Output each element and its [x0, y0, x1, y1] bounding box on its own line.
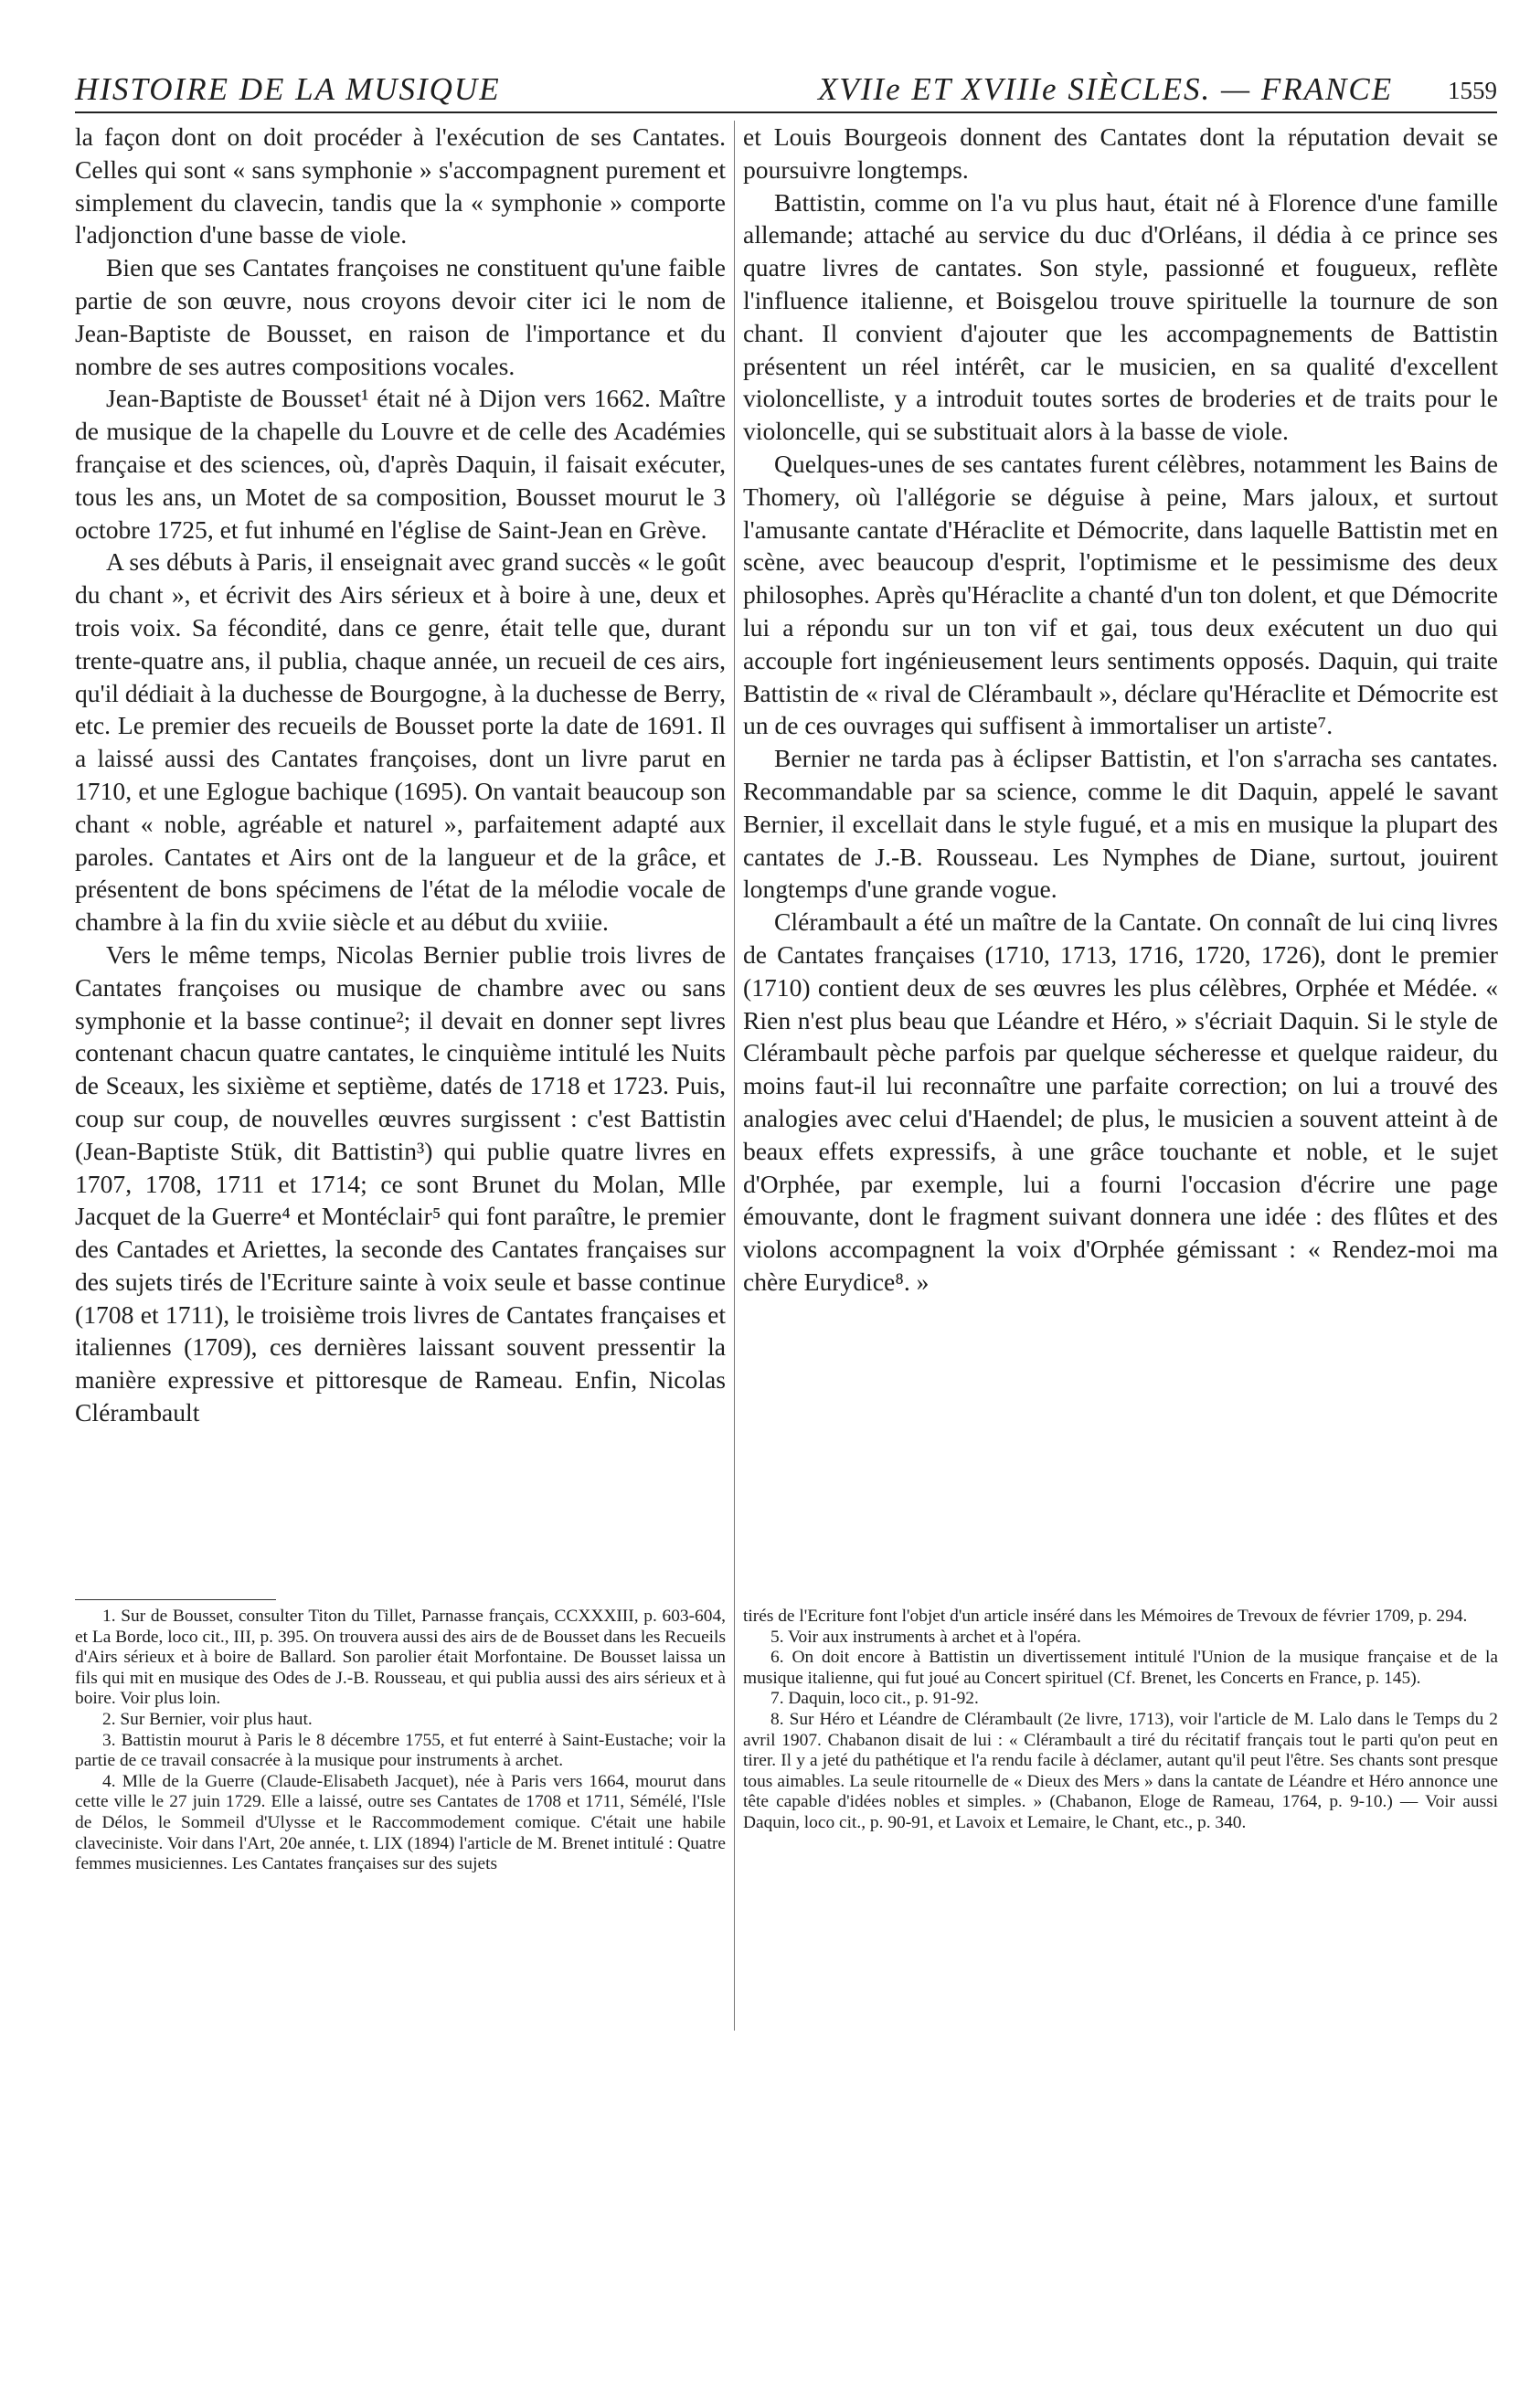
footnote: 5. Voir aux instruments à archet et à l'opéra. [770, 1627, 1081, 1647]
paragraph: Vers le même temps, Nicolas Bernier publie trois livres de Cantates françoises ou musique de chambre avec ou sans symphonie et la basse continue²; il devait en donner sept livres contenant chacun quatre cantates, le cinquième intitulé les Nuits de Sceaux, les sixième et septième, datés de 1718 et 1723. Puis, coup sur coup, de nouvelles œuvres surgissent : c'est Battistin (Jean-Baptiste Stük, dit Battistin³) qui publie quatre livres en 1707, 1708, 1711 et 1714; ce sont Brunet du Molan, Mlle Jacquet de la Guerre⁴ et Montéclair⁵ qui font paraître, le premier des Cantades et Ariettes, la seconde des Cantates françaises sur des sujets tirés de l'Ecriture sainte à voix seule et basse continue (1708 et 1711), le troisième trois livres de Cantates françaises et italiennes (1709), ces dernières laissant souvent pressentir la manière expressive et pittoresque de Rameau. Enfin, Nicolas Clérambault [75, 939, 726, 1427]
paragraph: Bien que ses Cantates françoises ne constituent qu'une faible partie de son œuvre, nous croyons devoir citer ici le nom de Jean-Baptiste de Bousset, en raison de l'importance et du nombre de ses autres compositions vocales. [75, 253, 726, 380]
header-title-left: HISTOIRE DE LA MUSIQUE [75, 71, 501, 107]
footnote-rule [75, 1599, 276, 1600]
paragraph: la façon dont on doit procéder à l'exécution de ses Cantates. Celles qui sont « sans symphonie » s'accompagnent purement et simplement du clavecin, tandis que la « symphonie » comporte l'adjonction d'une basse de viole. [75, 122, 726, 249]
paragraph: et Louis Bourgeois donnent des Cantates dont la réputation devait se poursuivre longtemps. [743, 122, 1498, 184]
running-header [75, 71, 1497, 113]
footnote: 4. Mlle de la Guerre (Claude-Elisabeth Jacquet), née à Paris vers 1664, mourut dans cette ville le 27 juin 1729. Elle a laissé, outre ses Cantates de 1708 et 1711, Sémélé, l'Isle de Délos, le Sommeil d'Ulysse et le Raccommodement comique. C'était une habile claveciniste. Voir dans l'Art, 20e année, t. LIX (1894) l'article de M. Brenet intitulé : Quatre femmes musiciennes. Les Cantates françaises sur des sujets [75, 1771, 726, 1874]
column-separator [734, 121, 735, 2031]
paragraph: Battistin, comme on l'a vu plus haut, était né à Florence d'une famille allemande; attaché au service du duc d'Orléans, il dédia à ce prince ses quatre livres de cantates. Son style, passionné et fougueux, reflète l'influence italienne, et Boisgelou trouve spirituelle la tournure de son chant. Il convient d'ajouter que les accompagnements de Battistin présentent un réel intérêt, car le musicien, en sa qualité d'excellent violoncelliste, y a introduit toutes sortes de broderies et de traits pour le violoncelle, qui se substituait alors à la basse de viole. [743, 187, 1498, 446]
footnote: 2. Sur Bernier, voir plus haut. [102, 1709, 313, 1729]
paragraph: Clérambault a été un maître de la Cantate. On connaît de lui cinq livres de Cantates françaises (1710, 1713, 1716, 1720, 1726), dont le premier (1710) contient deux de ses œuvres les plus célèbres, Orphée et Médée. « Rien n'est plus beau que Léandre et Héro, » s'écriait Daquin. Si le style de Clérambault pèche parfois par quelque sécheresse et quelque raideur, du moins faut-il lui reconnaître une parfaite correction; on lui a trouvé des analogies avec celui d'Haendel; de plus, le musicien a souvent atteint à de beaux effets expressifs, à une grâce touchante et noble, et le sujet d'Orphée, par exemple, lui a fourni l'occasion d'écrire une page émouvante, dont le fragment suivant donnera une idée : des flûtes et des violons accompagnent la voix d'Orphée gémissant : « Rendez-moi ma chère Eurydice⁸. » [743, 907, 1498, 1296]
paragraph: Bernier ne tarda pas à éclipser Battistin, et l'on s'arracha ses cantates. Recommandable par sa science, comme le dit Daquin, appelé le savant Bernier, il excellait dans le style fugué, et a mis en musique la plupart des cantates de J.-B. Rousseau. Les Nymphes de Diane, surtout, jouirent longtemps d'une grande vogue. [743, 744, 1498, 904]
footnote: 7. Daquin, loco cit., p. 91-92. [770, 1689, 979, 1709]
footnote: 1. Sur de Bousset, consulter Titon du Tillet, Parnasse français, CCXXXIII, p. 603-604, et La Borde, loco cit., III, p. 395. On trouvera aussi des airs de de Bousset dans les Recueils d'Airs sérieux et à boire de Ballard. Son parolier était Morfontaine. De Bousset laissa un fils qui mit en musique des Odes de J.-B. Rousseau, et qui publia aussi des airs sérieux et à boire. Voir plus loin. [75, 1607, 726, 1709]
paragraph: Quelques-unes de ses cantates furent célèbres, notamment les Bains de Thomery, où l'allégorie se déguise à peine, Mars jaloux, et surtout l'amusante cantate d'Héraclite et Démocrite, dans laquelle Battistin met en scène, avec beaucoup d'esprit, l'optimisme et le pessimisme des deux philosophes. Après qu'Héraclite a chanté d'un ton dolent, et que Démocrite lui a répondu sur un ton vif et gai, tous deux exécutent un duo qui accouple fort ingénieusement leurs sentiments opposés. Daquin, qui traite Battistin de « rival de Clérambault », déclare qu'Héraclite et Démocrite est un de ces ouvrages qui suffisent à immortaliser un artiste⁷. [743, 449, 1498, 740]
footnote: 3. Battistin mourut à Paris le 8 décembre 1755, et fut enterré à Saint-Eustache; voir la partie de ce travail consacrée à la musique pour instruments à archet. [75, 1730, 726, 1771]
header-title-center: XVIIe ET XVIIIe SIÈCLES. — FRANCE [818, 71, 1394, 107]
left-column [75, 121, 726, 1429]
footnote: 8. Sur Héro et Léandre de Clérambault (2e livre, 1713), voir l'article de M. Lalo dans le Temps du 2 avril 1907. Chabanon disait de lui : « Clérambault a tiré du récitatif français tout le parti qu'on peut en tirer. Il y a jeté du pathétique et l'a rendu facile à déclamer, autant qu'il peut l'être. Ses chants sont presque tous aimables. La seule ritournelle de « Dieux des Mers » dans la cantate de Léandre et Héro annonce une tête capable d'idées nobles et simples. » (Chabanon, Eloge de Rameau, 1764, p. 9-10.) — Voir aussi Daquin, loco cit., p. 90-91, et Lavoix et Lemaire, le Chant, etc., p. 340. [743, 1709, 1498, 1832]
paragraph: Jean-Baptiste de Bousset¹ était né à Dijon vers 1662. Maître de musique de la chapelle du Louvre et de celle des Académies française et des sciences, où, d'après Daquin, il faisait exécuter, tous les ans, un Motet de sa composition, Bousset mourut le 3 octobre 1725, et fut inhumé en l'église de Saint-Jean en Grève. [75, 384, 726, 544]
paragraph: A ses débuts à Paris, il enseignait avec grand succès « le goût du chant », et écrivit des Airs sérieux et à boire à une, deux et trois voix. Sa fécondité, dans ce genre, était telle que, durant trente-quatre ans, il publia, chaque année, un recueil de ces airs, qu'il dédiait à la duchesse de Bourgogne, à la duchesse de Berry, etc. Le premier des recueils de Bousset porte la date de 1691. Il a laissé aussi des Cantates françoises, dont un livre parut en 1710, et une Eglogue bachique (1695). On vantait beaucoup son chant « noble, agréable et naturel », parfaitement adapté aux paroles. Cantates et Airs ont de la langueur et de la grâce, et présentent de bons spécimens de l'état de la mélodie vocale de chambre à la fin du xviie siècle et au début du xviiie. [75, 547, 726, 937]
footnote: tirés de l'Ecriture font l'objet d'un article inséré dans les Mémoires de Trevoux de février 1709, p. 294. [743, 1607, 1468, 1626]
footnote: 6. On doit encore à Battistin un divertissement intitulé l'Union de la musique française et de la musique italienne, qui fut joué au Concert spirituel (Cf. Brenet, les Concerts en France, p. 145). [743, 1648, 1498, 1688]
footnotes-right [743, 1601, 1498, 1834]
right-column [743, 121, 1498, 1299]
page-number: 1559 [1448, 77, 1497, 104]
footnotes-left [75, 1601, 726, 1875]
